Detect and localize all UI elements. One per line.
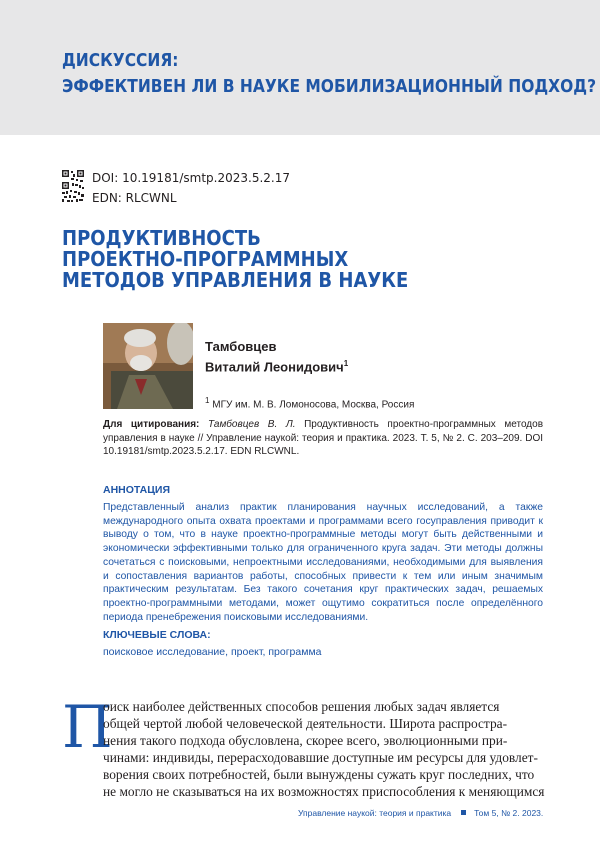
citation-label: Для цитирования: bbox=[103, 419, 200, 430]
affiliation-marker: 1 bbox=[205, 396, 210, 405]
body-line: оиск наиболее действенных способов решения любых задач является bbox=[103, 699, 500, 714]
page-footer bbox=[298, 808, 543, 818]
doi-label: DOI: 10.19181/smtp.2023.5.2.17 bbox=[92, 171, 290, 185]
section-heading bbox=[62, 50, 596, 98]
article-title bbox=[62, 228, 408, 291]
section-label: ДИСКУССИЯ: bbox=[62, 50, 179, 71]
keywords-heading: КЛЮЧЕВЫЕ СЛОВА: bbox=[103, 629, 211, 641]
footer-issue: Том 5, № 2. 2023. bbox=[474, 808, 544, 818]
footer-journal: Управление наукой: теория и практика bbox=[298, 808, 452, 818]
drop-cap: П bbox=[62, 693, 113, 761]
body-line: ворения своих потребностей, были вынуждены сужать круг последних, что bbox=[103, 767, 535, 782]
edn-label: EDN: RLCWNL bbox=[92, 191, 177, 205]
body-line: нения такого подхода обусловлена, скорее всего, эволюционными при- bbox=[103, 733, 508, 748]
author-surname: Тамбовцев bbox=[205, 339, 277, 354]
body-line: не могло не сказываться на их возможностях приспособления к меняющимся bbox=[103, 784, 545, 799]
citation-authors: Тамбовцев В. Л. bbox=[208, 419, 296, 430]
abstract-heading: АННОТАЦИЯ bbox=[103, 484, 171, 496]
abstract-text: Представленный анализ практик планирования научных исследований, а также международного опыта охвата проектами и программами всего госуправления приводит к выводу о том, что в науке проектно-программные методы могут быть действенными и экономически эффективными только для ограниченного круга задач. Эти методы должны сочетаться с поисковыми, непроектными исследованиями, необходимыми для выявления и сопоставления вариантов работы, способных привести к тем или иным значимым практическим результатам. Без такого сочетания круг практических задач, решаемых проектно-программными методами, может ощутимо сократиться после определённого периода пренебрежения поисковыми исследованиями. bbox=[103, 502, 543, 623]
author-affiliation bbox=[205, 396, 414, 410]
title-line: МЕТОДОВ УПРАВЛЕНИЯ В НАУКЕ bbox=[62, 268, 409, 292]
citation-block bbox=[103, 418, 543, 459]
author-marker: 1 bbox=[343, 359, 349, 368]
keywords-text: поисковое исследование, проект, программа bbox=[103, 646, 322, 658]
qr-code-icon bbox=[62, 170, 84, 202]
affiliation-text: МГУ им. М. В. Ломоносова, Москва, Россия bbox=[212, 399, 415, 411]
body-text bbox=[103, 698, 543, 800]
body-line: общей чертой любой человеческой деятельности. Широта распростра- bbox=[103, 716, 508, 731]
author-given-name: Виталий Леонидович bbox=[205, 359, 344, 375]
author-name bbox=[205, 338, 348, 375]
title-line: ПРОЕКТНО-ПРОГРАММНЫХ bbox=[62, 247, 349, 271]
section-subtitle: ЭФФЕКТИВЕН ЛИ В НАУКЕ МОБИЛИЗАЦИОННЫЙ ПОДХОД? bbox=[62, 76, 597, 97]
citation-text: Продуктивность проектно-программных методов управления в науке // Управление наукой: теория и практика. 2023. Т. 5, № 2. С. 203–209. DOI 10.19181/smtp.2023.5.2.17. EDN RLCWNL. bbox=[103, 419, 544, 457]
title-line: ПРОДУКТИВНОСТЬ bbox=[62, 226, 261, 250]
square-bullet-icon bbox=[461, 810, 466, 815]
body-line: чинами: индивиды, перерасходовавшие доступные им ресурсы для удовлет- bbox=[103, 750, 538, 765]
author-photo bbox=[103, 323, 193, 409]
